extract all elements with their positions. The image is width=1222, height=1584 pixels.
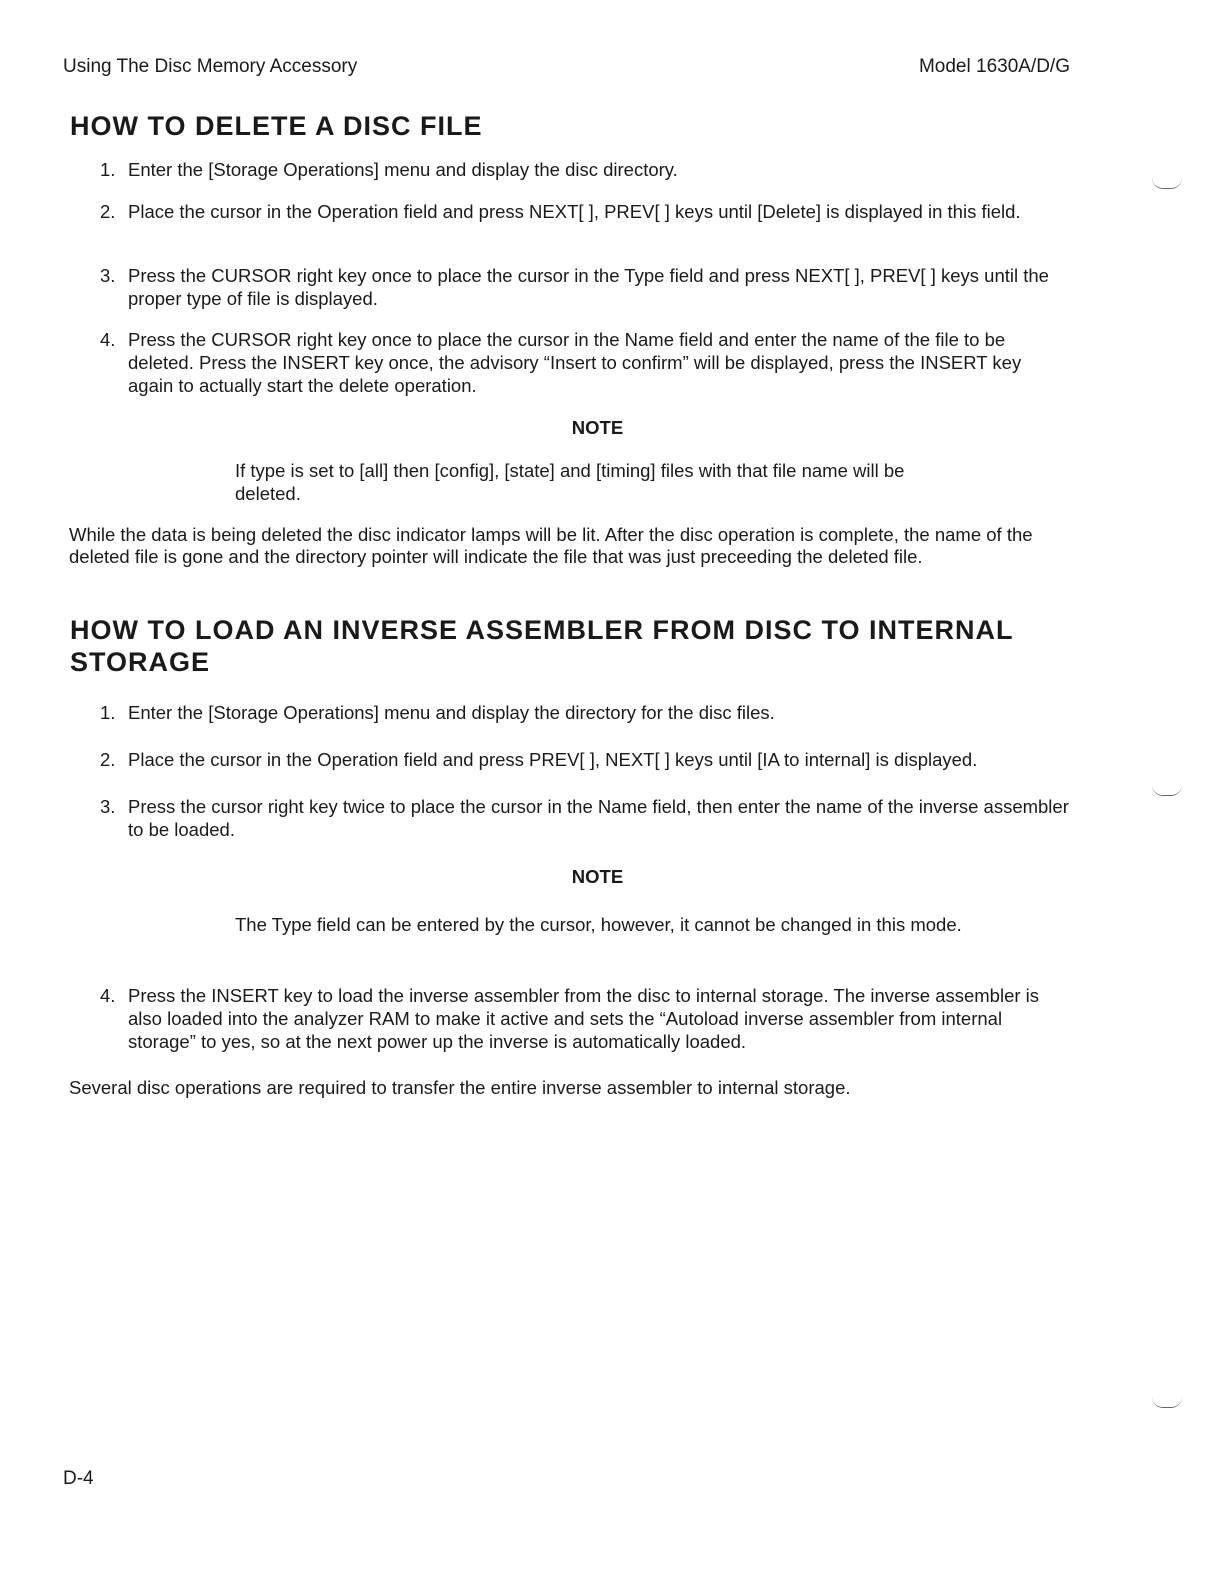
binder-mark [1152, 178, 1182, 189]
binder-mark [1152, 1397, 1182, 1408]
step-text: Press the CURSOR right key once to place the cursor in the Type field and press NEXT[ ], PREV[ ] keys until the proper type of file is displayed. [128, 265, 1049, 309]
step-number: 3. [100, 265, 116, 286]
list-item [100, 984, 1070, 1053]
step-text: Press the cursor right key twice to place the cursor in the Name field, then enter the name of the inverse assembler to be loaded. [128, 796, 1069, 840]
step-number: 1. [100, 702, 116, 723]
binder-mark [1152, 785, 1182, 796]
list-item [100, 328, 1070, 397]
list-item [100, 264, 1070, 310]
running-header-right: Model 1630A/D/G [918, 56, 1070, 77]
note-text: The Type field can be entered by the cursor, however, it cannot be changed in this mode. [235, 914, 962, 935]
running-header-left: Using The Disc Memory Accessory [63, 56, 358, 77]
list-item [100, 701, 1070, 724]
step-number: 2. [100, 749, 116, 770]
section-title-load-ia: HOW TO LOAD AN INVERSE ASSEMBLER FROM DISC TO INTERNAL STORAGE [70, 615, 1014, 677]
step-number: 3. [100, 796, 116, 817]
step-number: 4. [100, 985, 116, 1006]
note-text: If type is set to [all] then [config], [state] and [timing] files with that file name will be deleted. [235, 460, 905, 504]
note-title: NOTE [571, 866, 624, 887]
step-text: Enter the [Storage Operations] menu and display the directory for the disc files. [128, 702, 775, 723]
step-text: Press the CURSOR right key once to place the cursor in the Name field and enter the name of the file to be deleted. Press the INSERT key once, the advisory “Insert to confirm” will be displayed, press the INSERT key again to actually start the delete operation. [128, 329, 1022, 396]
page-number: D-4 [63, 1468, 94, 1489]
section-title-delete: HOW TO DELETE A DISC FILE [70, 111, 483, 141]
note-title: NOTE [571, 417, 624, 438]
body-paragraph: While the data is being deleted the disc indicator lamps will be lit. After the disc operation is complete, the name of the deleted file is gone and the directory pointer will indicate the file that was just preceeding the deleted file. [69, 524, 1033, 567]
step-text: Place the cursor in the Operation field and press NEXT[ ], PREV[ ] keys until [Delete] is displayed in this field. [128, 201, 1021, 222]
step-text: Press the INSERT key to load the inverse assembler from the disc to internal storage. The inverse assembler is also loaded into the analyzer RAM to make it active and sets the “Autoload inverse assembler from internal storage” to yes, so at the next power up the inverse is automatically loaded. [128, 985, 1040, 1052]
step-number: 2. [100, 201, 116, 222]
list-item [100, 795, 1070, 841]
step-number: 4. [100, 329, 116, 350]
body-paragraph: Several disc operations are required to transfer the entire inverse assembler to internal storage. [69, 1077, 851, 1098]
step-text: Place the cursor in the Operation field and press PREV[ ], NEXT[ ] keys until [IA to internal] is displayed. [128, 749, 978, 770]
step-text: Enter the [Storage Operations] menu and display the disc directory. [128, 159, 678, 180]
step-number: 1. [100, 159, 116, 180]
list-item [100, 200, 1070, 223]
list-item [100, 748, 1070, 771]
list-item [100, 158, 1070, 181]
